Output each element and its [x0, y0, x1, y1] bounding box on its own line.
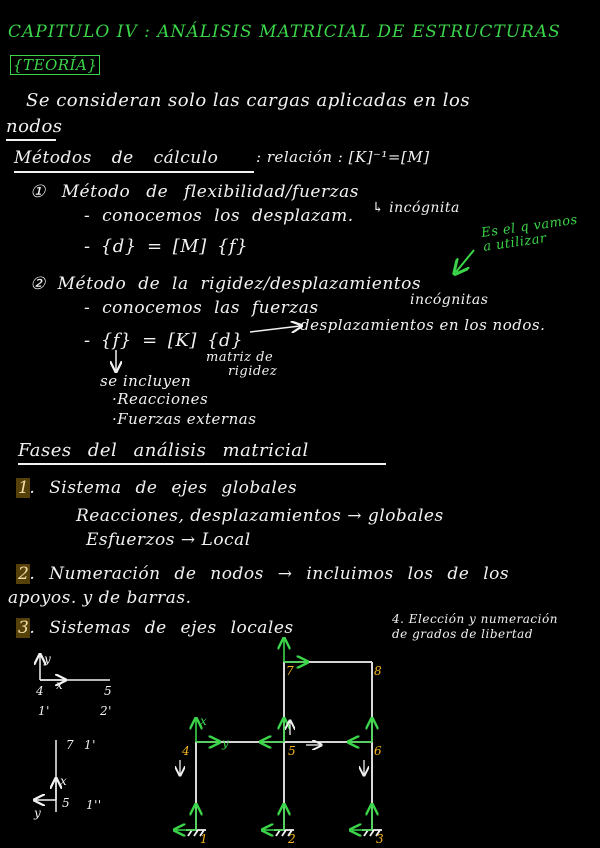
fase-2-line-2: apoyos. y de barras. — [8, 588, 192, 608]
method-2-title: ② Método de la rigidez/desplazamientos — [30, 274, 422, 294]
axis-y-label-vert: y — [34, 806, 42, 820]
dof-y-label: y — [222, 736, 230, 750]
frame-node-1: 1 — [200, 832, 209, 846]
label-2prime: 2' — [100, 704, 112, 718]
fase-1: 1. Sistema de ejes globales — [18, 478, 298, 498]
frame-node-2: 2 — [288, 832, 297, 846]
method-1-equation: - {d} = [M] {f} — [84, 236, 249, 257]
methods-relation: : relación : [K]⁻¹=[M] — [256, 148, 430, 166]
label-1prime-vert: 1' — [84, 738, 96, 752]
page-title: CAPITULO IV : ANÁLISIS MATRICIAL DE ESTRUCTURAS — [8, 22, 561, 42]
fase-4-line-2: de grados de libertad — [392, 627, 533, 641]
frame-node-4: 4 — [182, 744, 191, 758]
highlight-2 — [16, 564, 30, 584]
axis-x-label: x — [56, 678, 64, 692]
frame-node-3: 3 — [376, 832, 385, 846]
frame-node-5: 5 — [288, 744, 297, 758]
intro-line-2: nodos — [6, 116, 63, 137]
fase-1-b: Esfuerzos → Local — [86, 530, 251, 550]
method-2-equation: - {f} = [K] {d} — [84, 330, 244, 351]
green-note-arrow — [456, 250, 474, 272]
node-5-local-vert: 5 — [62, 796, 71, 810]
frame-node-7: 7 — [286, 664, 295, 678]
method-2-rigidez: rigidez — [228, 364, 278, 379]
node-7-local: 7 — [66, 738, 75, 752]
method-2-incognitas: incógnitas — [410, 292, 489, 308]
method-1-incognita: ↳ incógnita — [372, 200, 460, 216]
method-2-item-2: ·Fuerzas externas — [112, 410, 257, 428]
frame-node-8: 8 — [374, 664, 383, 678]
method-2-matriz: matriz de — [206, 350, 274, 365]
fase-3: 3. Sistemas de ejes locales — [18, 618, 294, 638]
section-subtitle: {TEORÍA} — [10, 56, 100, 74]
label-1dprime: 1'' — [86, 798, 102, 812]
axis-x-label-vert: x — [60, 774, 68, 788]
fases-heading: Fases del análisis matricial — [18, 440, 309, 461]
method-2-known: - conocemos las fuerzas — [84, 298, 319, 318]
intro-line-1: Se consideran solo las cargas aplicadas en los — [26, 90, 471, 111]
method-2-incluyen: se incluyen — [100, 372, 192, 390]
dof-x-label: x — [200, 714, 208, 728]
node-5-local: 5 — [104, 684, 113, 698]
method-2-arrow-text: desplazamientos en los nodos. — [300, 316, 546, 334]
fase-1-a: Reacciones, desplazamientos → globales — [76, 506, 444, 526]
highlight-3 — [16, 618, 30, 638]
fase-2-line-1: 2. Numeración de nodos → incluimos los de los — [18, 564, 510, 584]
fase-4-line-1: 4. Elección y numeración — [392, 612, 558, 626]
frame-node-6: 6 — [374, 744, 383, 758]
method-1-note: Es el q vamos a utilizar — [480, 212, 579, 255]
highlight-1 — [16, 478, 30, 498]
axis-y-label: y — [44, 652, 52, 666]
method-1-known: - conocemos los desplazam. — [84, 206, 354, 226]
arrow-to-desplazamientos — [250, 326, 300, 332]
node-4-local: 4 — [36, 684, 45, 698]
method-2-item-1: ·Reacciones — [112, 390, 209, 408]
method-1-title: ① Método de flexibilidad/fuerzas — [30, 182, 359, 202]
methods-heading: Métodos de cálculo — [14, 148, 219, 168]
label-1prime: 1' — [38, 704, 50, 718]
